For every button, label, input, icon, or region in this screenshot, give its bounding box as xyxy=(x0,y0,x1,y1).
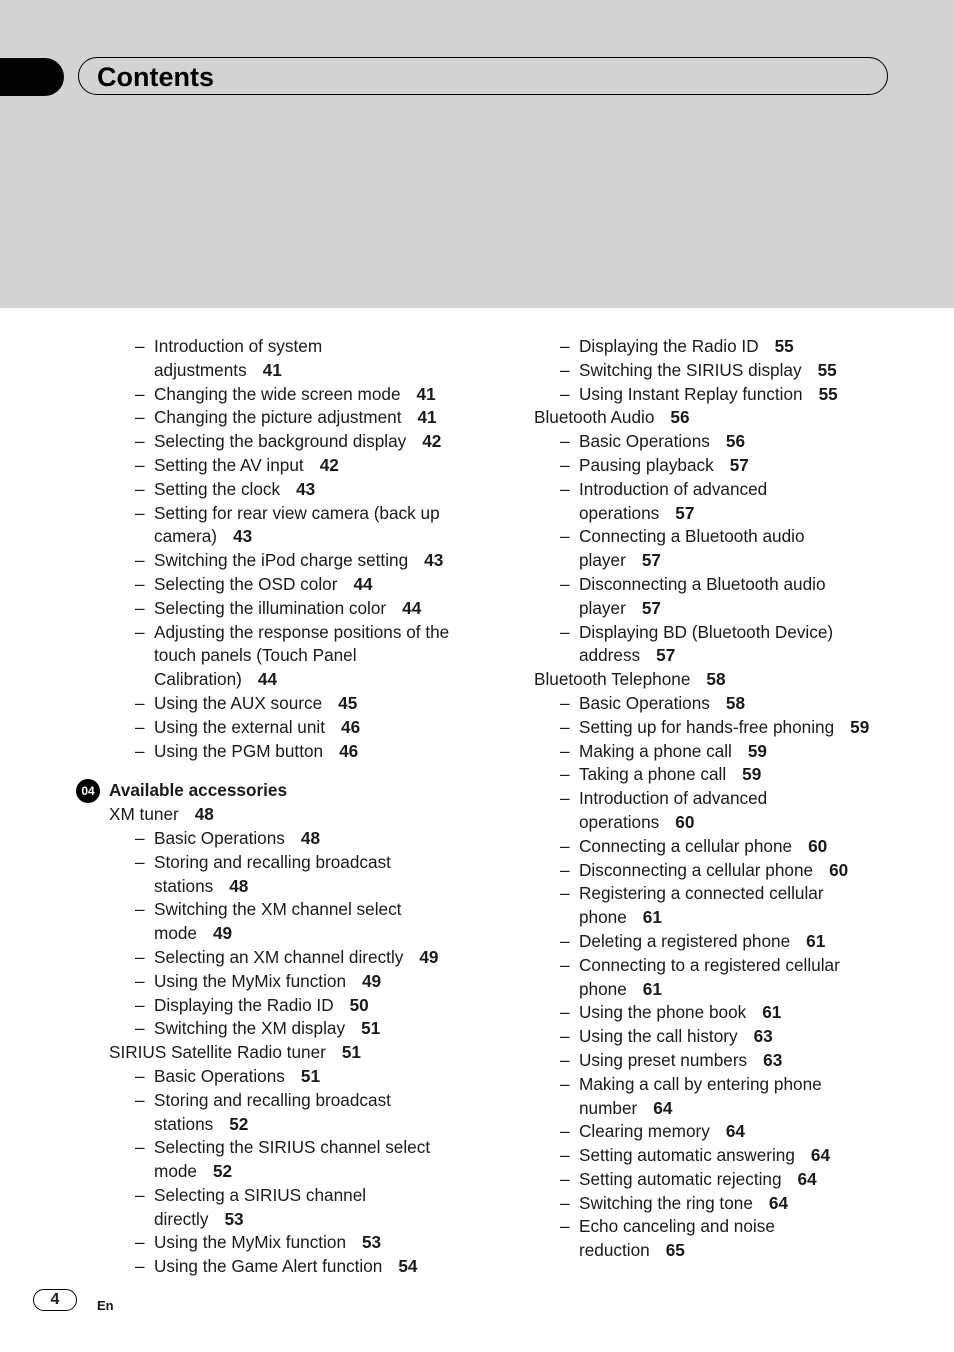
toc-subentry[interactable] xyxy=(534,835,894,859)
entry-title: Using the external unit xyxy=(154,716,326,737)
bullet-dash: – xyxy=(135,692,145,713)
entry-page-number: 63 xyxy=(753,1026,773,1047)
entry-title: Connecting a Bluetooth audio player xyxy=(579,526,805,571)
toc-list-accessories xyxy=(109,803,469,1279)
entry-title: Disconnecting a cellular phone xyxy=(579,859,814,880)
entry-title: Setting automatic rejecting xyxy=(579,1168,782,1189)
bullet-dash: – xyxy=(560,1049,570,1070)
entry-title: Displaying the Radio ID xyxy=(154,994,334,1015)
entry-title: Connecting a cellular phone xyxy=(579,835,793,856)
entry-title: Taking a phone call xyxy=(579,764,727,785)
entry-page-number: 42 xyxy=(319,454,339,475)
bullet-dash: – xyxy=(560,1002,570,1023)
entry-page-number: 52 xyxy=(213,1161,233,1182)
language-code: En xyxy=(97,1298,114,1313)
entry-title: Basic Operations xyxy=(154,1065,285,1086)
toc-subentry[interactable] xyxy=(534,882,894,930)
entry-page-number: 58 xyxy=(725,692,746,713)
bullet-dash: – xyxy=(135,946,145,967)
toc-subentry[interactable] xyxy=(109,478,469,502)
toc-subentry[interactable] xyxy=(534,1215,894,1263)
entry-title: Registering a connected cellular phone xyxy=(579,883,824,928)
entry-title: Introduction of advanced operations xyxy=(579,478,768,523)
toc-subentry[interactable] xyxy=(534,573,894,621)
bullet-dash: – xyxy=(560,359,570,380)
toc-subentry[interactable] xyxy=(109,1089,469,1137)
bullet-dash: – xyxy=(560,835,570,856)
entry-page-number: 42 xyxy=(422,431,442,452)
toc-subentry[interactable] xyxy=(534,335,894,359)
entry-title: Storing and recalling broadcast stations xyxy=(154,1089,391,1134)
entry-title: Introduction of advanced operations xyxy=(579,788,768,832)
header-tab xyxy=(0,58,64,96)
bullet-dash: – xyxy=(560,788,570,809)
entry-title: Displaying the Radio ID xyxy=(579,336,759,356)
toc-left-column xyxy=(81,335,469,1279)
bullet-dash: – xyxy=(560,859,570,880)
entry-title: Using the MyMix function xyxy=(154,970,346,991)
entry-page-number: 64 xyxy=(725,1121,745,1142)
entry-title: Changing the wide screen mode xyxy=(154,383,401,404)
entry-title: Switching the ring tone xyxy=(579,1192,753,1213)
bullet-dash: – xyxy=(560,336,570,356)
entry-page-number: 56 xyxy=(725,431,746,452)
entry-title: Using the phone book xyxy=(579,1002,747,1023)
entry-page-number: 56 xyxy=(670,407,690,428)
page-number: 4 xyxy=(33,1289,77,1311)
entry-title: SIRIUS Satellite Radio tuner xyxy=(109,1042,326,1063)
entry-page-number: 55 xyxy=(818,383,838,404)
bullet-dash: – xyxy=(560,454,570,475)
entry-page-number: 61 xyxy=(762,1002,782,1023)
entry-title: Switching the iPod charge setting xyxy=(154,550,409,571)
entry-page-number: 52 xyxy=(229,1113,249,1134)
bullet-dash: – xyxy=(135,970,145,991)
toc-subentry[interactable] xyxy=(109,970,469,994)
entry-title: Using the Game Alert function xyxy=(154,1256,383,1277)
toc-subentry[interactable] xyxy=(109,851,469,899)
entry-title: Basic Operations xyxy=(579,431,710,452)
toc-subentry[interactable] xyxy=(534,621,894,669)
bullet-dash: – xyxy=(560,764,570,785)
bullet-dash: – xyxy=(135,407,145,428)
entry-page-number: 54 xyxy=(398,1256,418,1277)
toc-subentry[interactable] xyxy=(534,359,894,383)
entry-title: Selecting the SIRIUS channel select mode xyxy=(154,1137,431,1182)
toc-subentry[interactable] xyxy=(109,1231,469,1255)
entry-page-number: 60 xyxy=(829,859,849,880)
entry-title: Bluetooth Telephone xyxy=(534,669,691,690)
section-title: Available accessories xyxy=(109,780,288,801)
toc-subentry[interactable] xyxy=(534,930,894,954)
entry-page-number: 45 xyxy=(338,692,358,713)
toc-subentry[interactable] xyxy=(109,946,469,970)
entry-page-number: 61 xyxy=(806,930,826,951)
entry-title: Connecting to a registered cellular phone xyxy=(579,954,840,999)
bullet-dash: – xyxy=(135,573,145,594)
entry-page-number: 57 xyxy=(675,502,695,523)
entry-title: Changing the picture adjustment xyxy=(154,407,402,428)
entry-title: Selecting a SIRIUS channel directly xyxy=(154,1184,367,1229)
toc-subentry[interactable] xyxy=(534,1192,894,1216)
bullet-dash: – xyxy=(560,1192,570,1213)
toc-subentry[interactable] xyxy=(109,621,469,692)
toc-subentry[interactable] xyxy=(109,827,469,851)
bullet-dash: – xyxy=(135,383,145,404)
entry-page-number: 51 xyxy=(300,1065,321,1086)
toc-subentry[interactable] xyxy=(109,430,469,454)
toc-entry[interactable] xyxy=(109,803,469,827)
entry-page-number: 57 xyxy=(656,645,676,666)
entry-page-number: 49 xyxy=(213,923,233,944)
entry-title: Making a phone call xyxy=(579,740,732,761)
entry-title: Echo canceling and noise reduction xyxy=(579,1216,775,1261)
toc-subentry[interactable] xyxy=(109,335,469,383)
entry-title: Using the MyMix function xyxy=(154,1232,346,1253)
toc-subentry[interactable] xyxy=(109,994,469,1018)
bullet-dash: – xyxy=(135,431,145,452)
entry-page-number: 44 xyxy=(402,597,422,618)
bullet-dash: – xyxy=(560,930,570,951)
entry-title: Deleting a registered phone xyxy=(579,930,791,951)
entry-title: Clearing memory xyxy=(579,1121,710,1142)
toc-subentry[interactable] xyxy=(534,954,894,1002)
entry-page-number: 60 xyxy=(808,835,828,856)
entry-page-number: 64 xyxy=(797,1168,817,1189)
section-number-badge: 04 xyxy=(76,779,100,803)
toc-subentry[interactable] xyxy=(534,1120,894,1144)
bullet-dash: – xyxy=(560,1121,570,1142)
toc-subentry[interactable] xyxy=(534,1025,894,1049)
bullet-dash: – xyxy=(135,740,145,761)
entry-title: Switching the SIRIUS display xyxy=(579,359,802,380)
bullet-dash: – xyxy=(135,336,145,356)
bullet-dash: – xyxy=(135,1232,145,1253)
bullet-dash: – xyxy=(135,851,145,872)
entry-page-number: 59 xyxy=(747,740,767,761)
entry-title: Introduction of system adjustments xyxy=(154,336,323,380)
entry-page-number: 51 xyxy=(341,1042,361,1063)
toc-subentry[interactable] xyxy=(534,454,894,478)
toc-subentry[interactable] xyxy=(534,525,894,573)
bullet-dash: – xyxy=(560,1168,570,1189)
entry-page-number: 55 xyxy=(817,359,837,380)
entry-title: Switching the XM display xyxy=(154,1018,346,1039)
entry-page-number: 43 xyxy=(296,478,316,499)
entry-title: Selecting an XM channel directly xyxy=(154,946,404,967)
entry-page-number: 59 xyxy=(850,716,870,737)
entry-title: Using the AUX source xyxy=(154,692,323,713)
entry-title: XM tuner xyxy=(109,804,179,825)
toc-entry[interactable] xyxy=(109,1041,469,1065)
toc-subentry[interactable] xyxy=(534,1001,894,1025)
entry-title: Setting the AV input xyxy=(154,454,304,475)
bullet-dash: – xyxy=(135,1184,145,1205)
toc-subentry[interactable] xyxy=(109,549,469,573)
toc-entry[interactable] xyxy=(534,668,894,692)
bullet-dash: – xyxy=(135,597,145,618)
toc-subentry[interactable] xyxy=(534,1144,894,1168)
toc-entry[interactable] xyxy=(534,406,894,430)
entry-page-number: 58 xyxy=(706,669,726,690)
toc-subentry[interactable] xyxy=(109,406,469,430)
bullet-dash: – xyxy=(135,1018,145,1039)
toc-subentry[interactable] xyxy=(534,1073,894,1121)
entry-title: Using Instant Replay function xyxy=(579,383,803,404)
bullet-dash: – xyxy=(135,478,145,499)
entry-page-number: 44 xyxy=(257,669,278,690)
section-heading xyxy=(81,779,469,803)
bullet-dash: – xyxy=(560,883,570,904)
entry-title: Using the PGM button xyxy=(154,740,324,761)
bullet-dash: – xyxy=(135,1089,145,1110)
bullet-dash: – xyxy=(560,716,570,737)
toc-subentry[interactable] xyxy=(109,692,469,716)
bullet-dash: – xyxy=(560,383,570,404)
toc-subentry[interactable] xyxy=(534,478,894,526)
entry-page-number: 55 xyxy=(774,336,794,356)
toc-subentry[interactable] xyxy=(109,740,469,764)
toc-subentry[interactable] xyxy=(109,716,469,740)
entry-page-number: 57 xyxy=(641,597,661,618)
entry-title: Making a call by entering phone number xyxy=(579,1073,822,1118)
entry-page-number: 48 xyxy=(194,804,214,825)
bullet-dash: – xyxy=(560,1073,570,1094)
entry-title: Setting up for hands-free phoning xyxy=(579,716,835,737)
bullet-dash: – xyxy=(560,621,570,642)
bullet-dash: – xyxy=(135,1137,145,1158)
bullet-dash: – xyxy=(135,1256,145,1277)
bullet-dash: – xyxy=(560,478,570,499)
entry-page-number: 44 xyxy=(353,573,373,594)
toc-subentry[interactable] xyxy=(109,1136,469,1184)
entry-page-number: 64 xyxy=(653,1097,673,1118)
toc-subentry[interactable] xyxy=(109,1184,469,1232)
toc-subentry[interactable] xyxy=(534,787,894,835)
bullet-dash: – xyxy=(135,716,145,737)
entry-page-number: 59 xyxy=(742,764,762,785)
bullet-dash: – xyxy=(560,1145,570,1166)
entry-page-number: 64 xyxy=(810,1145,831,1166)
bullet-dash: – xyxy=(135,994,145,1015)
entry-page-number: 41 xyxy=(417,407,437,428)
entry-page-number: 65 xyxy=(665,1240,685,1261)
entry-title: Basic Operations xyxy=(579,692,710,713)
toc-subentry[interactable] xyxy=(534,740,894,764)
entry-title: Selecting the OSD color xyxy=(154,573,338,594)
toc-subentry[interactable] xyxy=(534,430,894,454)
toc-subentry[interactable] xyxy=(109,383,469,407)
toc-subentry[interactable] xyxy=(109,573,469,597)
entry-page-number: 64 xyxy=(768,1192,789,1213)
entry-title: Switching the XM channel select mode xyxy=(154,899,402,944)
page-title: Contents xyxy=(97,62,214,92)
entry-title: Pausing playback xyxy=(579,454,714,475)
entry-title: Adjusting the response positions of the touch panels (Touch Panel Calibration) xyxy=(154,621,450,690)
toc-subentry[interactable] xyxy=(534,692,894,716)
toc-subentry[interactable] xyxy=(109,1255,469,1279)
entry-title: Disconnecting a Bluetooth audio player xyxy=(579,573,826,618)
entry-page-number: 49 xyxy=(362,970,382,991)
toc-subentry[interactable] xyxy=(534,763,894,787)
bullet-dash: – xyxy=(135,827,145,848)
toc-subentry[interactable] xyxy=(534,1049,894,1073)
entry-page-number: 63 xyxy=(763,1049,783,1070)
bullet-dash: – xyxy=(560,526,570,547)
entry-title: Storing and recalling broadcast stations xyxy=(154,851,391,896)
toc-subentry[interactable] xyxy=(109,597,469,621)
entry-title: Selecting the background display xyxy=(154,431,407,452)
toc-list-bluetooth xyxy=(534,335,894,1263)
entry-page-number: 53 xyxy=(224,1208,244,1229)
toc-subentry[interactable] xyxy=(109,1017,469,1041)
toc-subentry[interactable] xyxy=(109,454,469,478)
bullet-dash: – xyxy=(135,621,145,642)
entry-page-number: 48 xyxy=(229,875,249,896)
bullet-dash: – xyxy=(135,454,145,475)
toc-subentry[interactable] xyxy=(109,1065,469,1089)
header-band xyxy=(0,0,954,308)
bullet-dash: – xyxy=(135,1065,145,1086)
toc-subentry[interactable] xyxy=(534,383,894,407)
entry-page-number: 61 xyxy=(642,907,662,928)
toc-right-column xyxy=(534,335,894,1263)
entry-title: Basic Operations xyxy=(154,827,285,848)
entry-page-number: 46 xyxy=(341,716,361,737)
entry-page-number: 43 xyxy=(233,526,253,547)
bullet-dash: – xyxy=(135,550,145,571)
entry-page-number: 57 xyxy=(729,454,749,475)
toc-subentry[interactable] xyxy=(534,859,894,883)
entry-page-number: 60 xyxy=(675,811,695,832)
entry-page-number: 41 xyxy=(416,383,436,404)
entry-title: Displaying BD (Bluetooth Device) address xyxy=(579,621,834,666)
entry-title: Setting automatic answering xyxy=(579,1145,795,1166)
bullet-dash: – xyxy=(560,1026,570,1047)
bullet-dash: – xyxy=(135,899,145,920)
entry-page-number: 46 xyxy=(339,740,359,761)
bullet-dash: – xyxy=(560,573,570,594)
entry-title: Setting for rear view camera (back up camera) xyxy=(154,502,440,547)
bullet-dash: – xyxy=(560,431,570,452)
entry-page-number: 48 xyxy=(300,827,321,848)
entry-page-number: 41 xyxy=(262,359,282,380)
entry-page-number: 43 xyxy=(424,550,444,571)
entry-title: Setting the clock xyxy=(154,478,281,499)
bullet-dash: – xyxy=(560,1216,570,1237)
bullet-dash: – xyxy=(560,740,570,761)
entry-page-number: 53 xyxy=(362,1232,382,1253)
entry-title: Using the call history xyxy=(579,1026,738,1047)
bullet-dash: – xyxy=(560,692,570,713)
bullet-dash: – xyxy=(135,502,145,523)
entry-page-number: 51 xyxy=(361,1018,381,1039)
bullet-dash: – xyxy=(560,954,570,975)
entry-page-number: 57 xyxy=(641,550,661,571)
entry-title: Selecting the illumination color xyxy=(154,597,387,618)
toc-subentry[interactable] xyxy=(534,1168,894,1192)
toc-subentry[interactable] xyxy=(109,898,469,946)
toc-subentry[interactable] xyxy=(534,716,894,740)
entry-page-number: 61 xyxy=(642,978,662,999)
entry-title: Using preset numbers xyxy=(579,1049,748,1070)
entry-page-number: 49 xyxy=(419,946,439,967)
toc-list-system-settings xyxy=(109,335,469,763)
entry-page-number: 50 xyxy=(349,994,369,1015)
toc-subentry[interactable] xyxy=(109,502,469,550)
entry-title: Bluetooth Audio xyxy=(534,407,655,428)
